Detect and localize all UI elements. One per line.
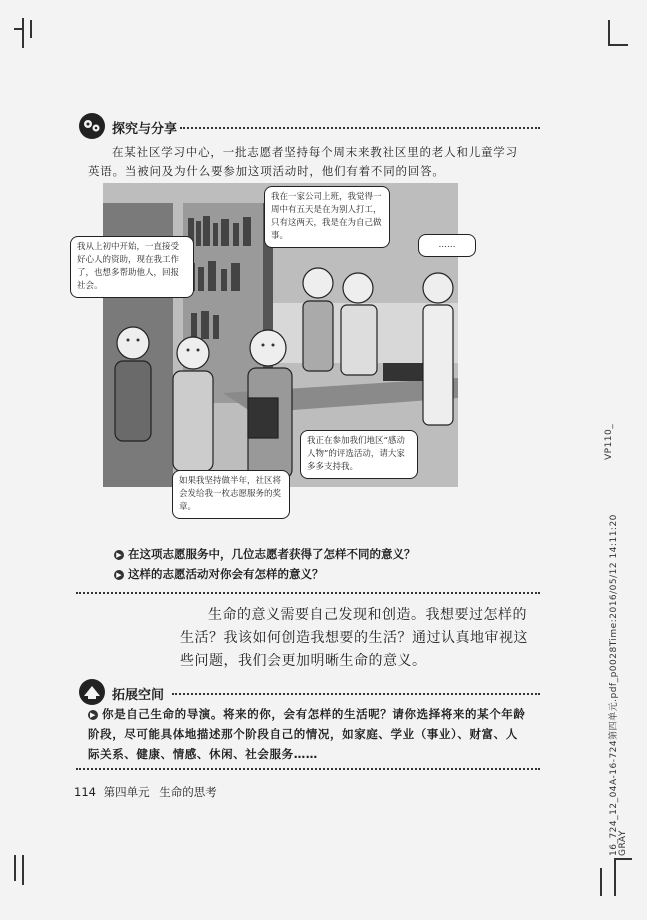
divider bbox=[180, 127, 540, 129]
page-number: 114 bbox=[74, 785, 96, 799]
crop-mark bbox=[608, 44, 628, 46]
intro-paragraph: 在某社区学习中心，一批志愿者坚持每个周末来教社区里的老人和儿童学习英语。当被问及为什么要参加这项活动时，他们有着不同的回答。 bbox=[88, 145, 518, 178]
crop-mark bbox=[614, 858, 632, 860]
task-paragraph: ▶ 你是自己生命的导演。将来的你，会有怎样的生活呢？请你选择将来的某个年龄阶段，尽可能具体地描述那个阶段自己的情况，如家庭、学业（事业）、财富、人际关系、健康、情感、休闲、社会服务…… bbox=[88, 707, 526, 761]
bullet-icon: ▶ bbox=[114, 570, 124, 580]
side-vp-label: VP110_ bbox=[604, 423, 614, 460]
speech-bubble-bottom-right: 我正在参加我们地区“感动人物”的评选活动，请大家多多支持我。 bbox=[300, 430, 418, 479]
divider bbox=[172, 693, 540, 695]
speech-bubble-top: 我在一家公司上班，我觉得一周中有五天是在为别人打工，只有这两天，我是在为自己做事。 bbox=[264, 186, 390, 248]
section-title-explore: 探究与分享 bbox=[112, 122, 178, 137]
question-2: ▶ 这样的志愿活动对你会有怎样的意义？ bbox=[114, 566, 324, 582]
unit-label: 第四单元 bbox=[103, 785, 150, 799]
divider bbox=[76, 768, 540, 770]
expand-space-icon bbox=[78, 678, 106, 706]
crop-mark bbox=[30, 20, 32, 38]
unit-title: 生命的思考 bbox=[159, 785, 217, 799]
page-footer bbox=[74, 784, 217, 800]
crop-mark bbox=[14, 28, 22, 30]
speech-bubble-left: 我从上初中开始，一直接受好心人的资助，现在我工作了，也想多帮助他人，回报社会。 bbox=[70, 236, 194, 298]
crop-mark bbox=[600, 868, 602, 896]
divider bbox=[76, 592, 540, 594]
bullet-icon: ▶ bbox=[88, 710, 98, 720]
speech-bubble-right: …… bbox=[418, 234, 476, 257]
crop-mark bbox=[22, 855, 24, 885]
speech-bubble-bottom-left: 如果我坚持做半年，社区将会发给我一枚志愿服务的奖章。 bbox=[172, 470, 290, 519]
crop-mark bbox=[608, 20, 610, 46]
reflection-paragraph: 生命的意义需要自己发现和创造。我想要过怎样的生活？我该如何创造我想要的生活？通过认真地审视这些问题，我们会更加明晰生命的意义。 bbox=[180, 607, 528, 669]
explore-share-icon bbox=[78, 112, 106, 140]
section-title-expand: 拓展空间 bbox=[112, 688, 165, 703]
question-1: ▶ 在这项志愿服务中，几位志愿者获得了怎样不同的意义？ bbox=[114, 546, 416, 562]
crop-mark bbox=[614, 860, 616, 896]
side-gray-label: GRAY bbox=[618, 830, 628, 856]
side-file-label: 16_724_12_04A-16-724第四单元.pdf_p0028Time:2016/05/12 14:11:20 bbox=[609, 514, 619, 856]
bullet-icon: ▶ bbox=[114, 550, 124, 560]
crop-mark bbox=[14, 855, 16, 881]
crop-mark bbox=[22, 18, 24, 48]
